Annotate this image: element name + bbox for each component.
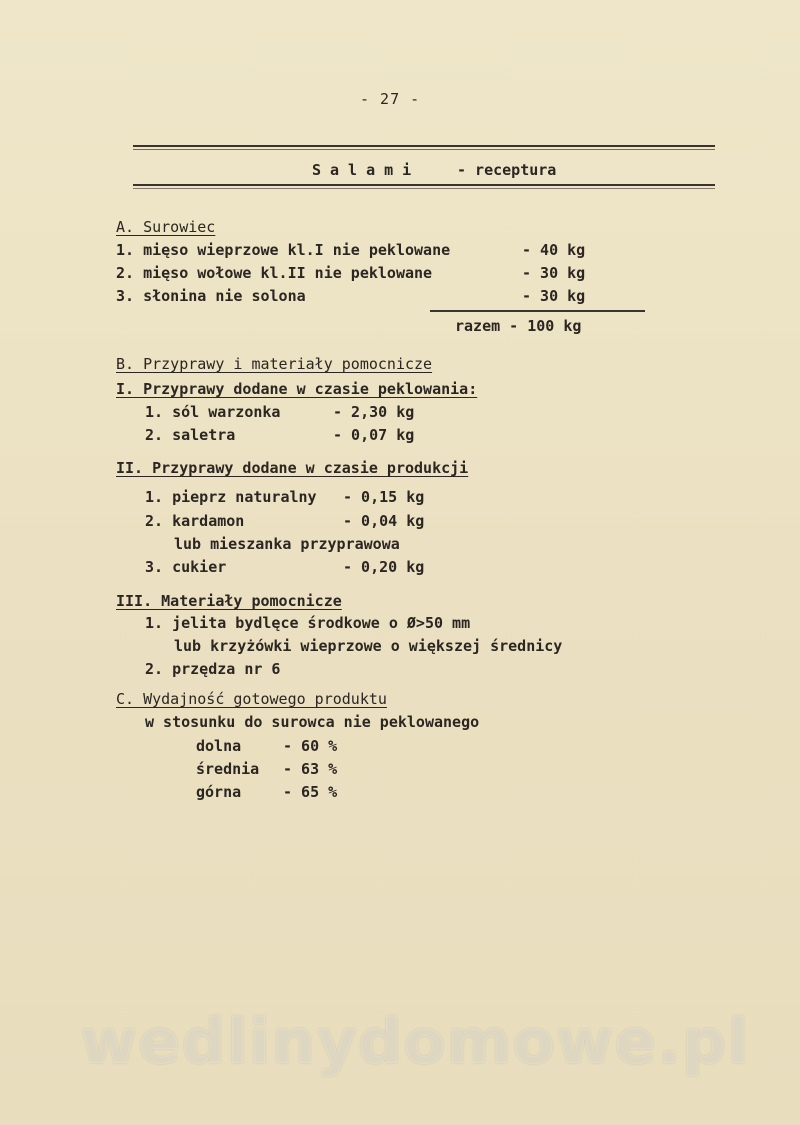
material-line: 1. jelita bydlęce środkowe o Ø>50 mm (145, 614, 471, 632)
yield-value: - 65 % (283, 783, 338, 801)
yield-value: - 63 % (283, 760, 338, 778)
total-line: razem - 100 kg (455, 317, 582, 335)
top-rule-thin (133, 149, 715, 150)
material-line: lub krzyżówki wieprzowe o większej średnicy (174, 637, 563, 655)
ingredient-qty: - 40 kg (522, 241, 586, 259)
group-3-header: III. Materiały pomocnicze (116, 592, 342, 610)
spice-qty: - 0,20 kg (343, 558, 425, 576)
spice-alt: lub mieszanka przyprawowa (174, 535, 400, 553)
title-sub: - receptura (457, 161, 557, 179)
yield-value: - 60 % (283, 737, 338, 755)
title-bottom-rule (133, 184, 715, 186)
spice-qty: - 0,04 kg (343, 512, 425, 530)
site-watermark: wedlinydomowe.pl (80, 1005, 750, 1078)
spice-name: 1. sól warzonka (145, 403, 281, 421)
title-main: Salami (312, 161, 421, 179)
ingredient-qty: - 30 kg (522, 264, 586, 282)
ingredient-qty: - 30 kg (522, 287, 586, 305)
section-a-header: A. Surowiec (116, 218, 216, 236)
group-2-header: II. Przyprawy dodane w czasie produkcji (116, 459, 469, 477)
ingredient-name: 3. słonina nie solona (116, 287, 306, 305)
material-line: 2. przędza nr 6 (145, 660, 281, 678)
ingredient-name: 2. mięso wołowe kl.II nie peklowane (116, 264, 433, 282)
spice-qty: - 0,07 kg (333, 426, 415, 444)
page-number: - 27 - (360, 90, 421, 108)
title-bottom-rule-thin (133, 188, 715, 189)
spice-name: 2. kardamon (145, 512, 245, 530)
section-b-header: B. Przyprawy i materiały pomocnicze (116, 355, 433, 373)
spice-qty: - 0,15 kg (343, 488, 425, 506)
spice-name: 3. cukier (145, 558, 227, 576)
sum-rule (430, 310, 645, 312)
top-rule (133, 145, 715, 147)
yield-name: średnia (196, 760, 260, 778)
spice-qty: - 2,30 kg (333, 403, 415, 421)
group-1-header: I. Przyprawy dodane w czasie peklowania: (116, 380, 478, 398)
yield-name: górna (196, 783, 242, 801)
ingredient-name: 1. mięso wieprzowe kl.I nie peklowane (116, 241, 451, 259)
spice-name: 2. saletra (145, 426, 236, 444)
spice-name: 1. pieprz naturalny (145, 488, 317, 506)
yield-intro: w stosunku do surowca nie peklowanego (145, 713, 480, 731)
yield-name: dolna (196, 737, 242, 755)
section-c-header: C. Wydajność gotowego produktu (116, 690, 387, 708)
